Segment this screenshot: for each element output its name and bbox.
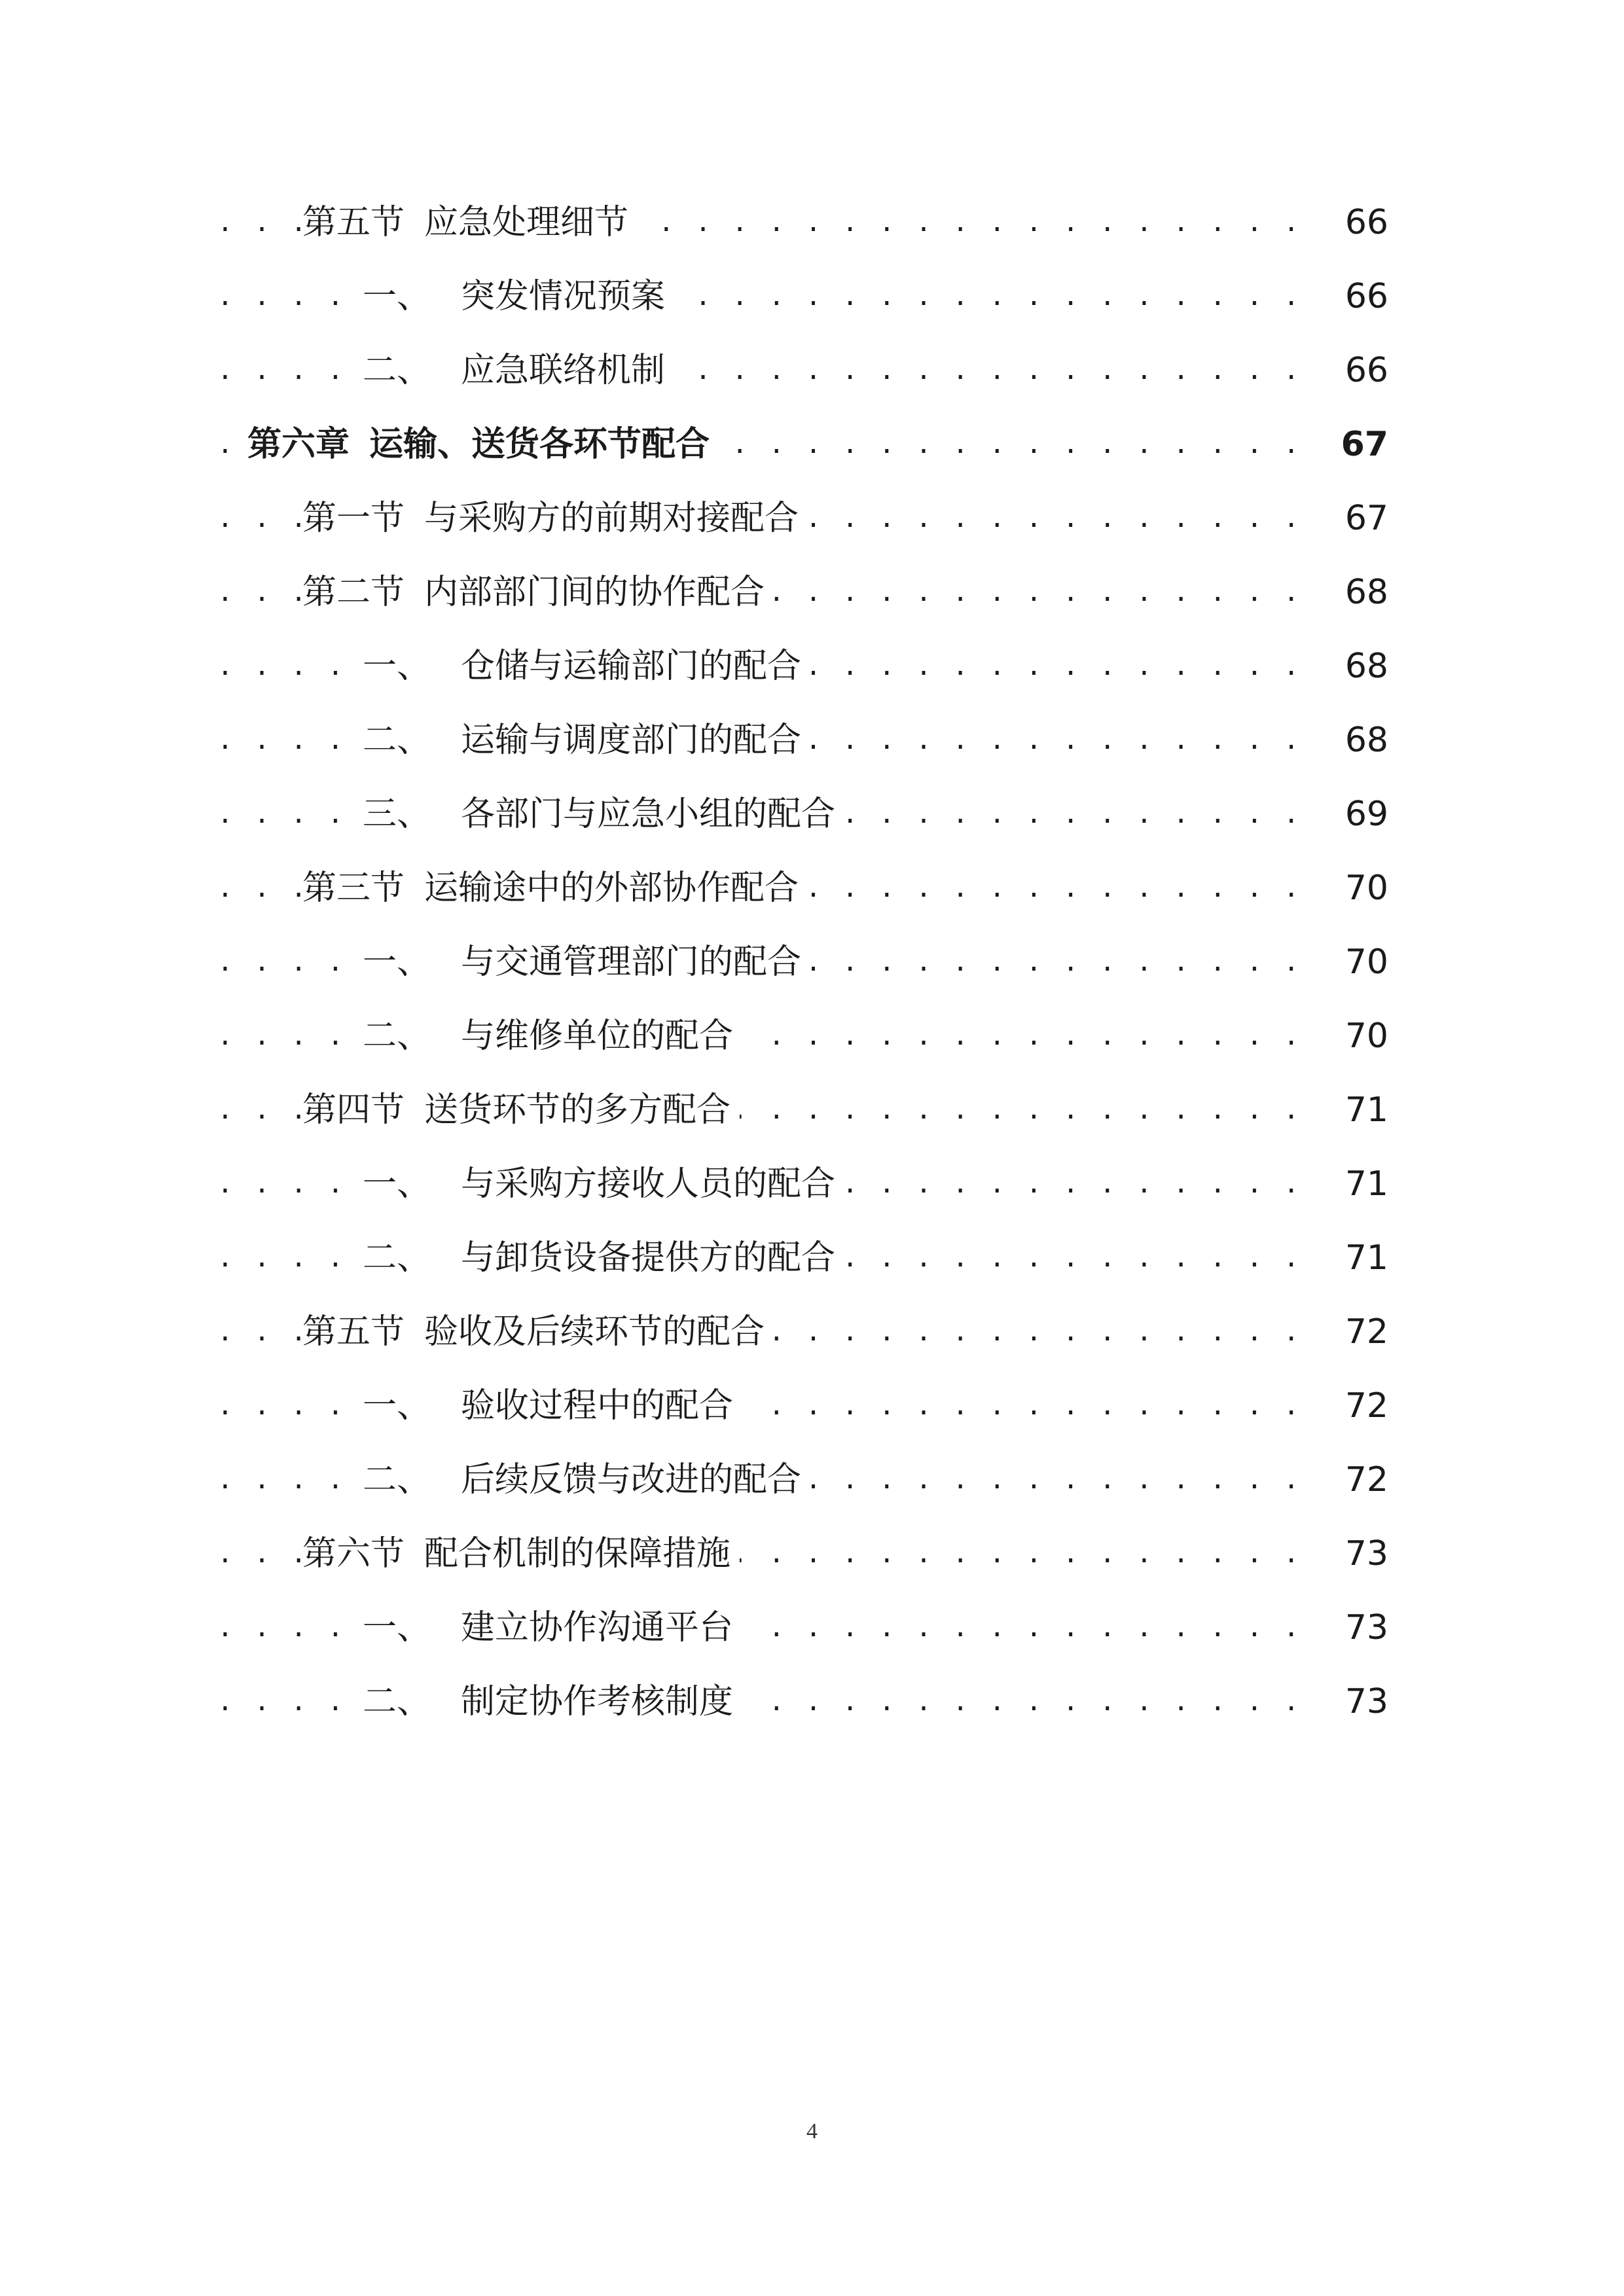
toc-entry-number: 三、: [363, 795, 431, 834]
toc-entry-title: 运输、送货各环节配合: [369, 425, 710, 464]
toc-entry-item[interactable]: [0, 929, 1624, 995]
toc-entry-number: 一、: [363, 1608, 431, 1647]
toc-entry-number: 第六节: [302, 1534, 405, 1573]
toc-entry-title: 运输与调度部门的配合: [461, 721, 802, 760]
toc-entry-item[interactable]: [0, 634, 1624, 699]
toc-entry-page: 71: [1303, 1225, 1388, 1291]
toc-entry-page: 72: [1303, 1373, 1388, 1439]
toc-entry-number: 二、: [363, 1016, 431, 1056]
toc-entry-title: 与卸货设备提供方的配合: [461, 1238, 836, 1278]
toc-entry-label: [302, 1299, 774, 1365]
toc-entry-title: 各部门与应急小组的配合: [461, 795, 836, 834]
toc-entry-page: 68: [1303, 634, 1388, 699]
toc-entry-number: 第六章: [247, 425, 350, 464]
toc-entry-section[interactable]: [0, 855, 1624, 921]
toc-entry-title: 后续反馈与改进的配合: [461, 1460, 802, 1499]
toc-entry-page: 68: [1303, 560, 1388, 625]
toc-entry-page: 73: [1303, 1669, 1388, 1734]
toc-entry-item[interactable]: [0, 264, 1624, 329]
toc-entry-title: 与维修单位的配合: [461, 1016, 734, 1056]
toc-entry-label: [302, 855, 808, 921]
toc-entry-page: 71: [1303, 1077, 1388, 1143]
toc-entry-item[interactable]: [0, 1151, 1624, 1217]
toc-entry-section[interactable]: [0, 1299, 1624, 1365]
toc-entry-label: [363, 634, 810, 699]
toc-entry-title: 与采购方的前期对接配合: [424, 499, 799, 538]
toc-entry-item[interactable]: [0, 781, 1624, 847]
toc-entry-title: 与交通管理部门的配合: [461, 942, 802, 982]
toc-entry-page: 66: [1303, 264, 1388, 329]
toc-entry-label: [363, 1595, 742, 1660]
page-number: 4: [806, 2119, 818, 2144]
toc-entry-page: 73: [1303, 1595, 1388, 1660]
toc-entry-section[interactable]: [0, 560, 1624, 625]
toc-entry-page: 72: [1303, 1447, 1388, 1513]
toc-entry-label: [247, 412, 719, 477]
toc-entry-number: 第三节: [302, 869, 405, 908]
toc-entry-number: 第一节: [302, 499, 405, 538]
toc-entry-label: [363, 1003, 742, 1069]
toc-entry-title: 验收过程中的配合: [461, 1386, 734, 1426]
toc-entry-number: 二、: [363, 1238, 431, 1278]
toc-entry-label: [363, 1373, 742, 1439]
toc-entry-page: 70: [1303, 855, 1388, 921]
toc-entry-label: [302, 560, 774, 625]
toc-entry-title: 应急联络机制: [461, 351, 666, 390]
toc-entry-number: 第五节: [302, 203, 405, 242]
toc-entry-number: 二、: [363, 1682, 431, 1721]
toc-entry-page: 70: [1303, 929, 1388, 995]
toc-entry-number: 二、: [363, 1460, 431, 1499]
toc-entry-section[interactable]: [0, 1521, 1624, 1587]
toc-entry-item[interactable]: [0, 1225, 1624, 1291]
toc-entry-label: [302, 1077, 740, 1143]
toc-entry-title: 运输途中的外部协作配合: [424, 869, 799, 908]
toc-entry-item[interactable]: [0, 1373, 1624, 1439]
toc-entry-item[interactable]: [0, 1447, 1624, 1513]
toc-entry-item[interactable]: [0, 1595, 1624, 1660]
toc-entry-number: 第五节: [302, 1312, 405, 1352]
toc-entry-number: 一、: [363, 647, 431, 686]
toc-entry-number: 二、: [363, 721, 431, 760]
toc-entry-title: 送货环节的多方配合: [424, 1090, 731, 1130]
toc-entry-page: 69: [1303, 781, 1388, 847]
toc-entry-section[interactable]: [0, 1077, 1624, 1143]
toc-entry-page: 68: [1303, 708, 1388, 773]
toc-entry-title: 与采购方接收人员的配合: [461, 1164, 836, 1204]
toc-entry-page: 70: [1303, 1003, 1388, 1069]
toc-entry-label: [363, 781, 844, 847]
toc-entry-number: 一、: [363, 277, 431, 316]
toc-entry-title: 验收及后续环节的配合: [424, 1312, 765, 1352]
toc-entry-page: 72: [1303, 1299, 1388, 1365]
toc-entry-page: 67: [1303, 486, 1388, 551]
toc-entry-title: 内部部门间的协作配合: [424, 573, 765, 612]
toc-entry-label: [363, 1447, 810, 1513]
toc-entry-page: 66: [1303, 190, 1388, 255]
toc-entry-label: [363, 1225, 844, 1291]
toc-entry-page: 71: [1303, 1151, 1388, 1217]
toc-entry-item[interactable]: [0, 708, 1624, 773]
toc-entry-label: [363, 1151, 844, 1217]
toc-entry-number: 一、: [363, 1164, 431, 1204]
toc-entry-label: [363, 338, 674, 403]
toc-entry-page: 66: [1303, 338, 1388, 403]
toc-entry-chapter[interactable]: [0, 412, 1624, 477]
toc-entry-title: 突发情况预案: [461, 277, 666, 316]
toc-entry-label: [363, 708, 810, 773]
toc-entry-label: [363, 264, 674, 329]
toc-entry-title: 应急处理细节: [424, 203, 629, 242]
toc-entry-label: [302, 190, 638, 255]
toc-entry-number: 一、: [363, 942, 431, 982]
toc-entry-label: [363, 1669, 742, 1734]
toc-entry-number: 一、: [363, 1386, 431, 1426]
toc-entry-title: 建立协作沟通平台: [461, 1608, 734, 1647]
toc-entry-label: [302, 486, 808, 551]
toc-entry-item[interactable]: [0, 1003, 1624, 1069]
toc-entry-title: 制定协作考核制度: [461, 1682, 734, 1721]
toc-entry-label: [302, 1521, 740, 1587]
toc-entry-number: 二、: [363, 351, 431, 390]
toc-entry-title: 仓储与运输部门的配合: [461, 647, 802, 686]
toc-entry-section[interactable]: [0, 190, 1624, 255]
toc-entry-number: 第二节: [302, 573, 405, 612]
toc-entry-title: 配合机制的保障措施: [424, 1534, 731, 1573]
toc-entry-section[interactable]: [0, 486, 1624, 551]
toc-entry-item[interactable]: [0, 1669, 1624, 1734]
toc-entry-number: 第四节: [302, 1090, 405, 1130]
toc-entry-label: [363, 929, 810, 995]
toc-entry-item[interactable]: [0, 338, 1624, 403]
toc-entry-page: 73: [1303, 1521, 1388, 1587]
toc-entry-page: 67: [1303, 412, 1388, 477]
